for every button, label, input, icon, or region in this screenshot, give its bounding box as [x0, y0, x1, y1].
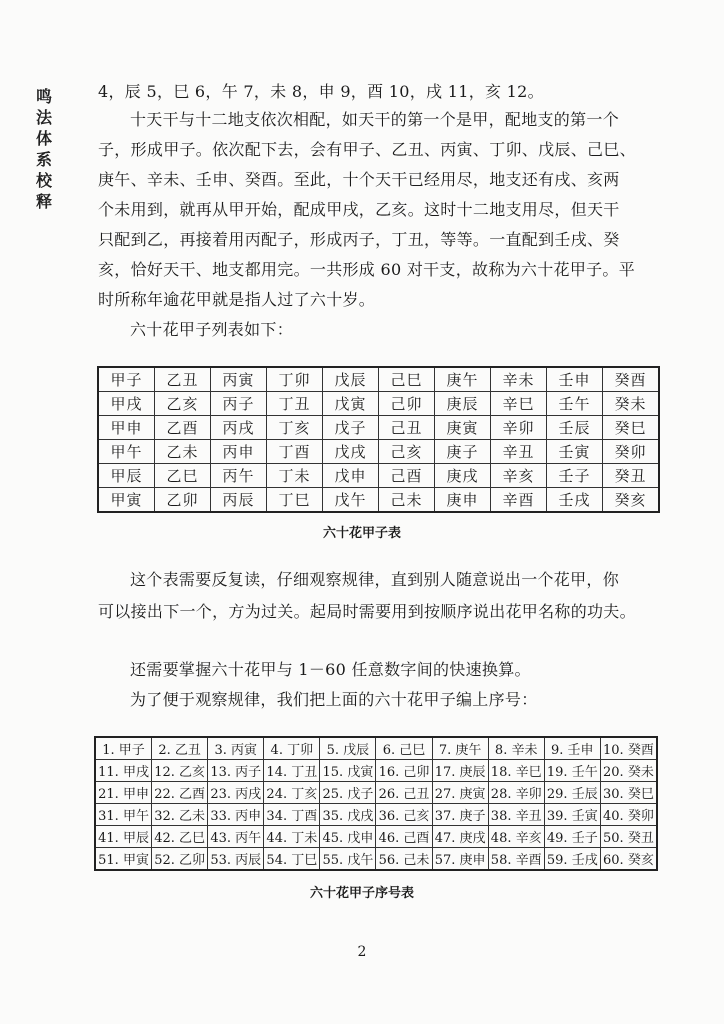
table-cell: 甲子: [98, 367, 155, 392]
table-cell: 丙辰: [211, 488, 267, 513]
paragraph-line: 还需要掌握六十花甲与 1－60 任意数字间的快速换算。: [130, 660, 531, 679]
table-cell: 癸丑: [603, 464, 660, 488]
table-cell: 乙丑: [155, 367, 211, 392]
side-title-char: 释: [35, 192, 52, 211]
table-cell: 辛卯: [491, 416, 547, 440]
table-cell: 戊子: [323, 416, 379, 440]
table-cell: 丁亥: [267, 416, 323, 440]
table-cell: 12. 乙亥: [152, 760, 208, 782]
paragraph-line: 为了便于观察规律，我们把上面的六十花甲子编上序号：: [130, 690, 538, 709]
paragraph-line: 这个表需要反复读，仔细观察规律，直到别人随意说出一个花甲，你: [130, 570, 620, 589]
table-cell: 癸巳: [603, 416, 660, 440]
table-row: [95, 848, 657, 871]
table-cell: 58. 辛酉: [488, 848, 544, 871]
table-cell: 50. 癸丑: [600, 826, 657, 848]
running-header-vertical-title: [34, 86, 54, 212]
table-cell: 己卯: [379, 392, 435, 416]
table-row: [95, 737, 657, 760]
table-cell: 44. 丁未: [264, 826, 320, 848]
sexagenary-numbered-table: [94, 736, 658, 871]
table-cell: 戊寅: [323, 392, 379, 416]
table-cell: 己丑: [379, 416, 435, 440]
table-cell: 癸酉: [603, 367, 660, 392]
table-cell: 庚子: [435, 440, 491, 464]
table-cell: 23. 丙戌: [208, 782, 264, 804]
table-cell: 24. 丁亥: [264, 782, 320, 804]
paragraph-line: 时所称年逾花甲就是指人过了六十岁。: [98, 290, 376, 309]
table-cell: 丙子: [211, 392, 267, 416]
table-row: [98, 440, 659, 464]
table-cell: 4. 丁卯: [264, 737, 320, 760]
table-cell: 55. 戊午: [320, 848, 376, 871]
table-row: [98, 416, 659, 440]
table-cell: 癸卯: [603, 440, 660, 464]
table-cell: 15. 戊寅: [320, 760, 376, 782]
table-cell: 35. 戊戌: [320, 804, 376, 826]
table-cell: 庚午: [435, 367, 491, 392]
table-cell: 辛巳: [491, 392, 547, 416]
table-caption: 六十花甲子序号表: [309, 886, 414, 901]
sexagenary-cycle-table: [97, 366, 660, 513]
paragraph-line: 亥，恰好天干、地支都用完。一共形成 60 对干支，故称为六十花甲子。平: [98, 260, 636, 279]
table-cell: 6. 己巳: [376, 737, 432, 760]
table-cell: 乙未: [155, 440, 211, 464]
table-cell: 49. 壬子: [544, 826, 600, 848]
table-cell: 31. 甲午: [95, 804, 152, 826]
table-cell: 52. 乙卯: [152, 848, 208, 871]
table-cell: 甲辰: [98, 464, 155, 488]
paragraph-line: 个未用到，就再从甲开始，配成甲戌，乙亥。这时十二地支用尽，但天干: [98, 200, 620, 219]
paragraph-line: 只配到乙，再接着用丙配子，形成丙子，丁丑，等等。一直配到壬戌、癸: [98, 230, 620, 249]
table-cell: 甲申: [98, 416, 155, 440]
table-cell: 46. 己酉: [376, 826, 432, 848]
table-cell: 甲午: [98, 440, 155, 464]
table-row: [98, 488, 659, 513]
table-cell: 丙午: [211, 464, 267, 488]
table-cell: 乙卯: [155, 488, 211, 513]
table-cell: 甲寅: [98, 488, 155, 513]
table-cell: 37. 庚子: [432, 804, 488, 826]
table-cell: 36. 己亥: [376, 804, 432, 826]
table-cell: 戊辰: [323, 367, 379, 392]
table-cell: 辛酉: [491, 488, 547, 513]
table-cell: 戊申: [323, 464, 379, 488]
table-cell: 辛亥: [491, 464, 547, 488]
table-cell: 56. 己未: [376, 848, 432, 871]
table-cell: 30. 癸巳: [600, 782, 657, 804]
table-cell: 39. 壬寅: [544, 804, 600, 826]
table-cell: 48. 辛亥: [488, 826, 544, 848]
table-cell: 庚寅: [435, 416, 491, 440]
table-cell: 乙巳: [155, 464, 211, 488]
table-cell: 壬戌: [547, 488, 603, 513]
table-cell: 21. 甲申: [95, 782, 152, 804]
table-cell: 29. 壬辰: [544, 782, 600, 804]
table-cell: 20. 癸未: [600, 760, 657, 782]
table-cell: 13. 丙子: [208, 760, 264, 782]
table-cell: 34. 丁酉: [264, 804, 320, 826]
table-cell: 43. 丙午: [208, 826, 264, 848]
table-cell: 19. 壬午: [544, 760, 600, 782]
table-cell: 癸未: [603, 392, 660, 416]
table-cell: 60. 癸亥: [600, 848, 657, 871]
table-cell: 乙酉: [155, 416, 211, 440]
table-cell: 8. 辛未: [488, 737, 544, 760]
table-cell: 丁巳: [267, 488, 323, 513]
table-cell: 戊戌: [323, 440, 379, 464]
table-cell: 51. 甲寅: [95, 848, 152, 871]
table-cell: 己酉: [379, 464, 435, 488]
table-cell: 53. 丙辰: [208, 848, 264, 871]
paragraph-line: 庚午、辛未、壬申、癸酉。至此，十个天干已经用尽，地支还有戌、亥两: [98, 170, 620, 189]
table-cell: 辛未: [491, 367, 547, 392]
table-cell: 1. 甲子: [95, 737, 152, 760]
table-cell: 18. 辛巳: [488, 760, 544, 782]
table-cell: 47. 庚戌: [432, 826, 488, 848]
table-cell: 57. 庚申: [432, 848, 488, 871]
table-cell: 壬申: [547, 367, 603, 392]
table-cell: 9. 壬申: [544, 737, 600, 760]
table-cell: 丁卯: [267, 367, 323, 392]
table-cell: 7. 庚午: [432, 737, 488, 760]
paragraph-line: 十天干与十二地支依次相配，如天干的第一个是甲，配地支的第一个: [130, 110, 620, 129]
table-cell: 33. 丙申: [208, 804, 264, 826]
table-cell: 38. 辛丑: [488, 804, 544, 826]
table-cell: 14. 丁丑: [264, 760, 320, 782]
table-cell: 丁丑: [267, 392, 323, 416]
table-cell: 丙申: [211, 440, 267, 464]
side-title-char: 法: [35, 108, 52, 127]
table-cell: 3. 丙寅: [208, 737, 264, 760]
table-cell: 59. 壬戌: [544, 848, 600, 871]
table-cell: 26. 己丑: [376, 782, 432, 804]
table-cell: 己亥: [379, 440, 435, 464]
table-cell: 40. 癸卯: [600, 804, 657, 826]
table-row: [98, 367, 659, 392]
table-row: [95, 804, 657, 826]
table-row: [95, 782, 657, 804]
table-cell: 27. 庚寅: [432, 782, 488, 804]
table-cell: 庚戌: [435, 464, 491, 488]
table-cell: 己巳: [379, 367, 435, 392]
side-title-char: 校: [35, 171, 52, 190]
table-row: [95, 760, 657, 782]
table-cell: 10. 癸酉: [600, 737, 657, 760]
table-cell: 辛丑: [491, 440, 547, 464]
side-title-char: 鸣: [35, 87, 52, 106]
paragraph-line: 可以接出下一个，方为过关。起局时需要用到按顺序说出花甲名称的功夫。: [98, 602, 636, 621]
table-cell: 42. 乙巳: [152, 826, 208, 848]
table-caption: 六十花甲子表: [322, 526, 401, 541]
side-title-char: 系: [35, 150, 52, 169]
table-cell: 25. 戊子: [320, 782, 376, 804]
table-cell: 16. 己卯: [376, 760, 432, 782]
side-title-char: 体: [35, 129, 52, 148]
paragraph-line: 4，辰 5，巳 6，午 7，未 8，申 9，酉 10，戌 11，亥 12。: [98, 82, 544, 101]
table-cell: 乙亥: [155, 392, 211, 416]
table-cell: 庚辰: [435, 392, 491, 416]
table-cell: 丁未: [267, 464, 323, 488]
table-cell: 壬辰: [547, 416, 603, 440]
table-cell: 2. 乙丑: [152, 737, 208, 760]
table-cell: 17. 庚辰: [432, 760, 488, 782]
table-cell: 甲戌: [98, 392, 155, 416]
table-cell: 壬寅: [547, 440, 603, 464]
paragraph-line: 六十花甲子列表如下：: [130, 320, 294, 339]
table-cell: 32. 乙未: [152, 804, 208, 826]
table-cell: 11. 甲戌: [95, 760, 152, 782]
page-number: 2: [357, 944, 367, 960]
table-cell: 41. 甲辰: [95, 826, 152, 848]
table-cell: 己未: [379, 488, 435, 513]
table-cell: 丁酉: [267, 440, 323, 464]
table-row: [98, 392, 659, 416]
table-cell: 45. 戊申: [320, 826, 376, 848]
table-cell: 戊午: [323, 488, 379, 513]
table-cell: 22. 乙酉: [152, 782, 208, 804]
table-cell: 癸亥: [603, 488, 660, 513]
table-cell: 丙寅: [211, 367, 267, 392]
table-cell: 庚申: [435, 488, 491, 513]
paragraph-line: 子，形成甲子。依次配下去，会有甲子、乙丑、丙寅、丁卯、戊辰、己巳、: [98, 140, 636, 159]
table-cell: 28. 辛卯: [488, 782, 544, 804]
table-cell: 壬子: [547, 464, 603, 488]
table-row: [98, 464, 659, 488]
table-cell: 丙戌: [211, 416, 267, 440]
table-cell: 5. 戊辰: [320, 737, 376, 760]
table-cell: 壬午: [547, 392, 603, 416]
table-row: [95, 826, 657, 848]
table-cell: 54. 丁巳: [264, 848, 320, 871]
